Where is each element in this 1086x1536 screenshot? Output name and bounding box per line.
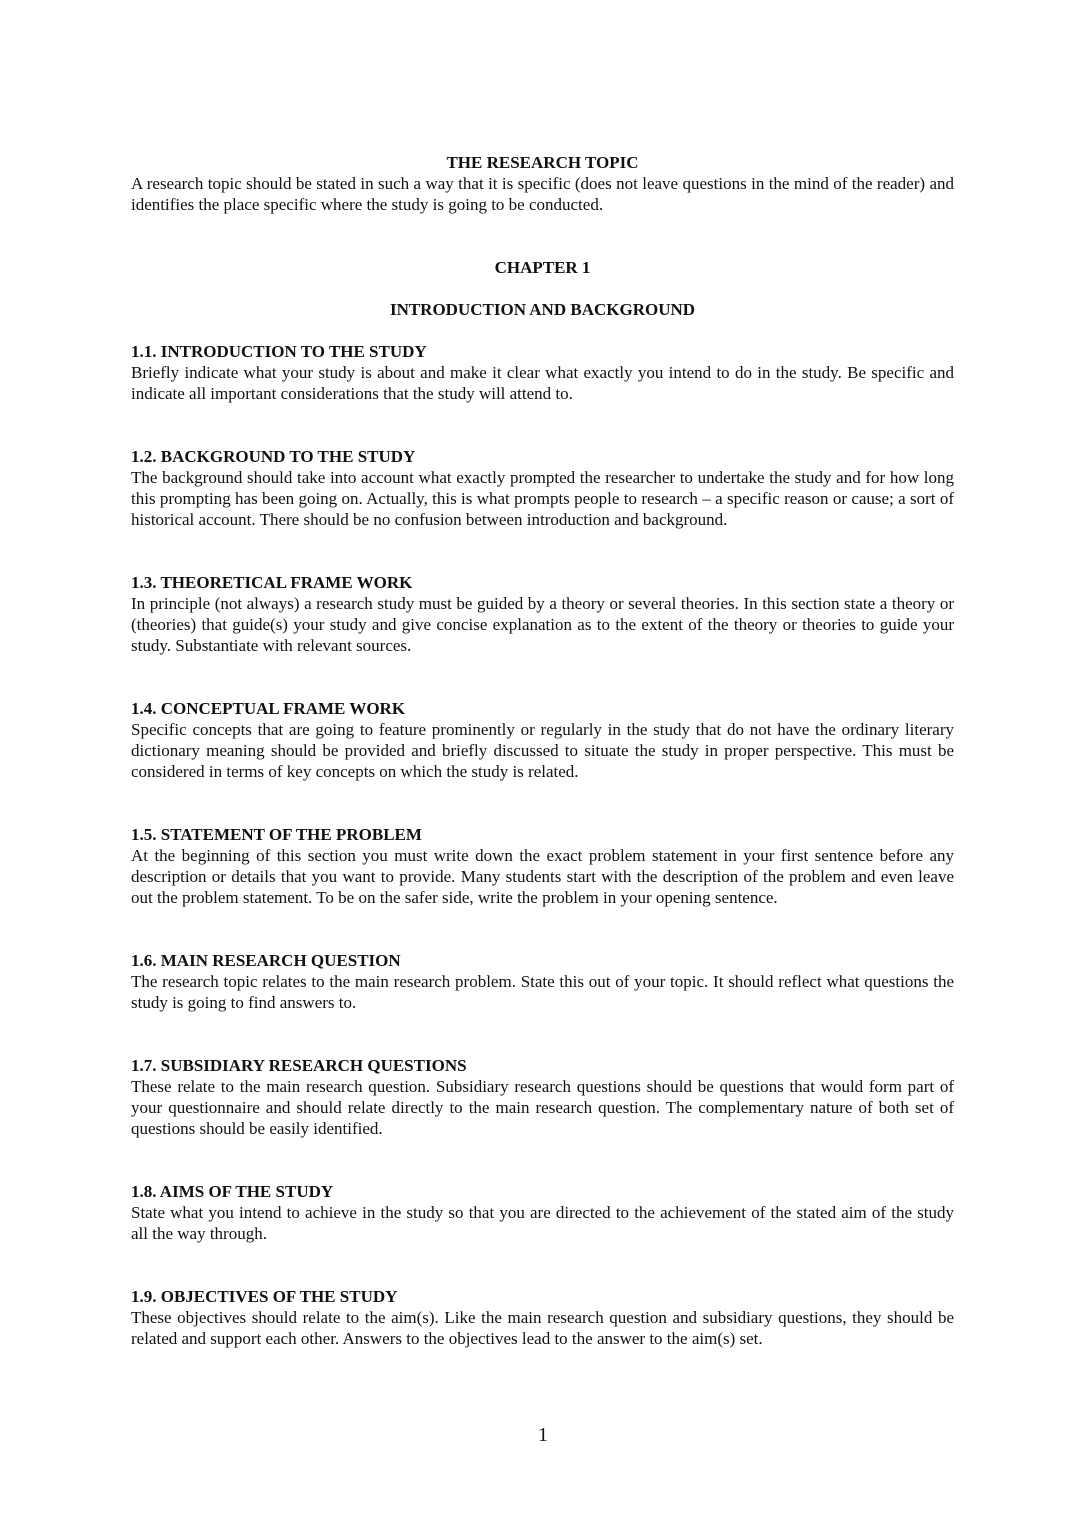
- section-1-1: [131, 341, 954, 404]
- section-heading: 1.1. INTRODUCTION TO THE STUDY: [131, 342, 427, 361]
- section-1-8: [131, 1181, 954, 1244]
- section-heading: 1.9. OBJECTIVES OF THE STUDY: [131, 1287, 398, 1306]
- section-1-5: [131, 824, 954, 908]
- section-body: The research topic relates to the main research problem. State this out of your topic. It should reflect what questions the study is going to find answers to.: [131, 972, 954, 1012]
- section-body: These objectives should relate to the aim(s). Like the main research question and subsidiary questions, they should be related and support each other. Answers to the objectives lead to the answer to the aim(s) set.: [131, 1308, 954, 1348]
- section-heading: 1.4. CONCEPTUAL FRAME WORK: [131, 699, 406, 718]
- section-1-9: [131, 1286, 954, 1349]
- research-topic-title: THE RESEARCH TOPIC: [446, 153, 639, 172]
- section-1-4: [131, 698, 954, 782]
- page-number: 1: [538, 1424, 548, 1446]
- section-heading: 1.6. MAIN RESEARCH QUESTION: [131, 951, 401, 970]
- section-1-6: [131, 950, 954, 1013]
- section-body: At the beginning of this section you must write down the exact problem statement in your first sentence before any description or details that you want to provide. Many students start with the description of the problem and even leave out the problem statement. To be on the safer side, write the problem in your opening sentence.: [131, 846, 954, 907]
- section-body: These relate to the main research question. Subsidiary research questions should be questions that would form part of your questionnaire and should relate directly to the main research question. The complementary nature of both set of questions should be easily identified.: [131, 1077, 954, 1138]
- section-1-3: [131, 572, 954, 656]
- chapter-label-block: [131, 257, 954, 278]
- section-heading: 1.3. THEORETICAL FRAME WORK: [131, 573, 413, 592]
- chapter-label: CHAPTER 1: [494, 258, 591, 277]
- chapter-title: INTRODUCTION AND BACKGROUND: [389, 300, 696, 319]
- section-body: In principle (not always) a research study must be guided by a theory or several theories. In this section state a theory or (theories) that guide(s) your study and give concise explanation as to the extent of the theory or theories to guide your study. Substantiate with relevant sources.: [131, 594, 954, 655]
- section-heading: 1.5. STATEMENT OF THE PROBLEM: [131, 825, 422, 844]
- section-1-2: [131, 446, 954, 530]
- section-body: State what you intend to achieve in the study so that you are directed to the achievement of the stated aim of the study all the way through.: [131, 1203, 954, 1243]
- chapter-title-block: [131, 299, 954, 320]
- research-topic-text: A research topic should be stated in such a way that it is specific (does not leave questions in the mind of the reader) and identifies the place specific where the study is going to be conducted.: [131, 174, 954, 214]
- section-body: Briefly indicate what your study is about and make it clear what exactly you intend to do in the study. Be specific and indicate all important considerations that the study will attend to.: [131, 363, 954, 403]
- section-body: The background should take into account what exactly prompted the researcher to undertake the study and for how long this prompting has been going on. Actually, this is what prompts people to research – a specific reason or cause; a sort of historical account. There should be no confusion between introduction and background.: [131, 468, 954, 529]
- research-topic-block: [131, 152, 954, 215]
- section-body: Specific concepts that are going to feature prominently or regularly in the study that do not have the ordinary literary dictionary meaning should be provided and briefly discussed to situate the study in proper perspective. This must be considered in terms of key concepts on which the study is related.: [131, 720, 954, 781]
- section-heading: 1.8. AIMS OF THE STUDY: [131, 1182, 334, 1201]
- section-1-7: [131, 1055, 954, 1139]
- section-heading: 1.2. BACKGROUND TO THE STUDY: [131, 447, 416, 466]
- section-heading: 1.7. SUBSIDIARY RESEARCH QUESTIONS: [131, 1056, 467, 1075]
